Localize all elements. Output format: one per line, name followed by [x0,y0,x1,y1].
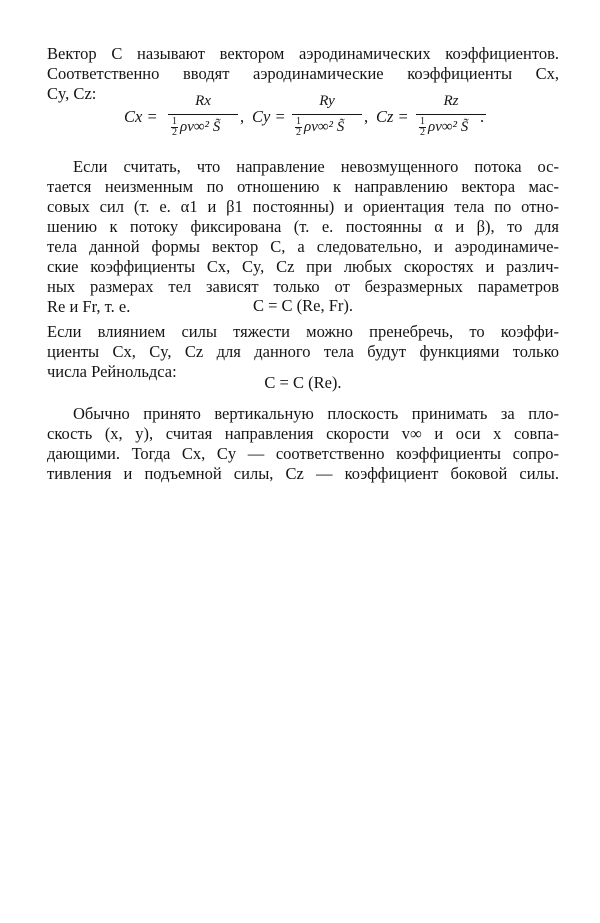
equation-re-fr: C = C (Re, Fr). [252,296,354,315]
cz-numerator: Rz [443,93,459,109]
p4-line-2: скость (x, y), считая направления скорости v∞ и оси x совпа- [47,424,559,443]
cy-fraction-bar [292,114,362,115]
p3-line-3: числа Рейнольдса: [47,362,177,381]
cx-numerator: Rx [195,93,211,109]
p2-line-1: Если считать, что направление невозмущенного потока ос- [73,157,559,176]
coefficient-formulas [124,93,484,145]
cx-lhs: Cx = [124,107,158,126]
p4-line-4: тивления и подъемной силы, Cz — коэффициент боковой силы. [47,464,559,483]
p1-line-2: Соответственно вводят аэродинамические коэффициенты Cx, [47,64,559,83]
p1-line-1: Вектор C называют вектором аэродинамических коэффициентов. [47,44,559,63]
cy-lhs: Cy = [252,107,286,126]
cx-denominator: $\frac{1}{2}$ ρv∞² S̃ [172,116,221,138]
p2-line-4: шению к потоку фиксирована (т. е. постоянны α и β), то для [47,217,559,236]
cz-half: $\frac{1}{2}$ [420,116,425,138]
cx-half: $\frac{1}{2}$ [172,116,177,138]
p4-line-1: Обычно принято вертикальную плоскость принимать за пло- [73,404,559,423]
formula-period: . [480,107,485,126]
equation-re: C = C (Re). [264,373,342,392]
p2-line-8: Re и Fr, т. е. [47,297,131,316]
p2-line-7: ных размерах тел зависят только от безразмерных параметров [47,277,559,296]
p2-line-2: тается неизменным по отношению к направлению вектора мас- [47,177,559,196]
p3-line-2: циенты Cx, Cy, Cz для данного тела будут функциями только [47,342,559,361]
p2-line-6: ские коэффициенты Cx, Cy, Cz при любых скоростях и различ- [47,257,559,276]
cz-fraction-bar [416,114,486,115]
cx-fraction-bar [168,114,238,115]
cz-lhs: Cz = [376,107,409,126]
cy-numerator: Ry [319,93,335,109]
cy-half: $\frac{1}{2}$ [296,116,301,138]
formula-comma-1: , [240,107,245,126]
p2-line-5: тела данной формы вектор C, а следовательно, и аэродинамиче- [47,237,559,256]
p4-line-3: дающими. Тогда Cx, Cy — соответственно коэффициенты сопро- [47,444,559,463]
p1-line-3: Cy, Cz: [47,84,97,103]
p2-line-3: совых сил (т. е. α1 и β1 постоянны) и ориентация тела по отно- [47,197,559,216]
formula-comma-2: , [364,107,369,126]
cz-denominator: $\frac{1}{2}$ ρv∞² S̃ [420,116,469,138]
p3-line-1: Если влиянием силы тяжести можно пренебречь, то коэффи- [47,322,559,341]
cy-denominator: $\frac{1}{2}$ ρv∞² S̃ [296,116,345,138]
